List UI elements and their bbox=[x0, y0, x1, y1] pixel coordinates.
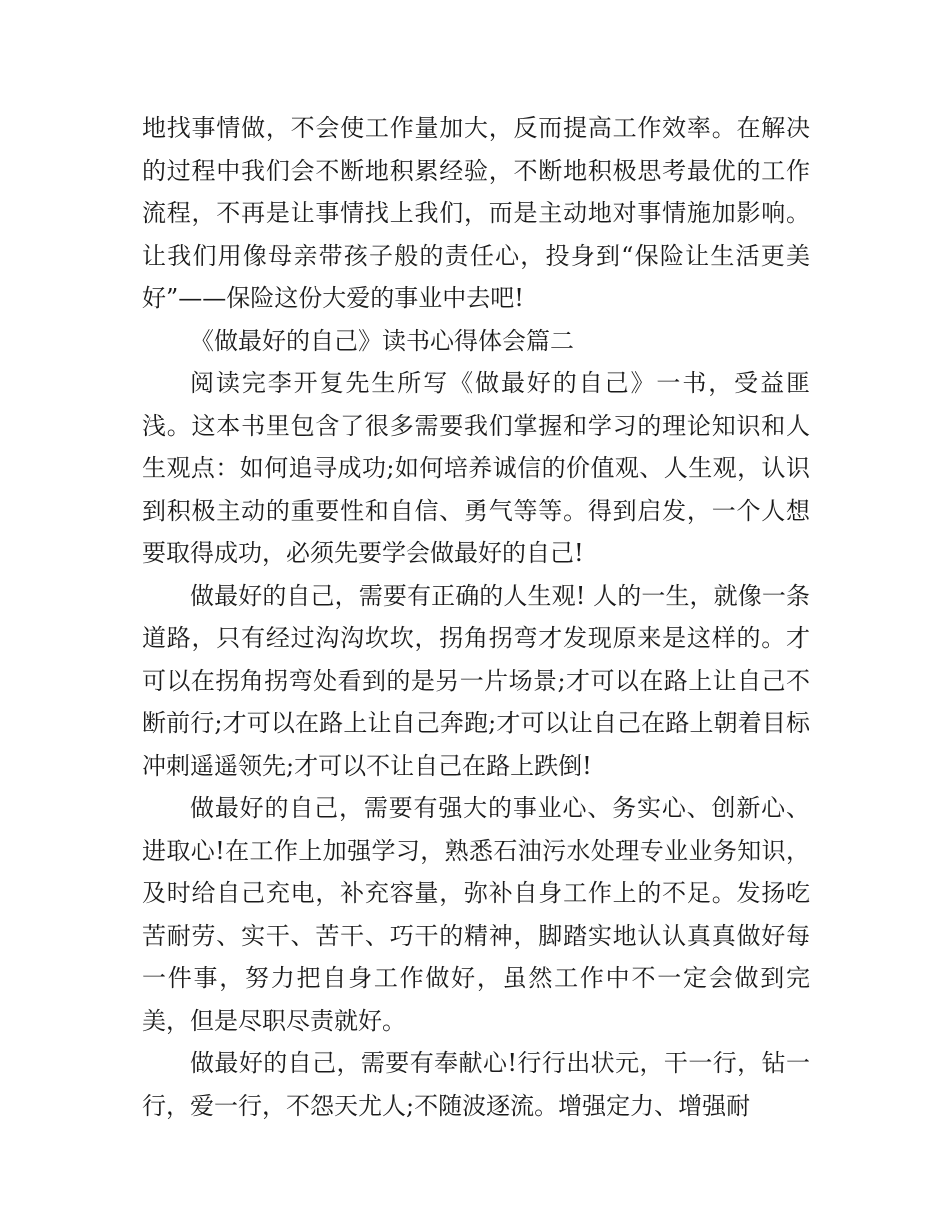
document-body bbox=[142, 107, 810, 1127]
paragraph-intro: 阅读完李开复先生所写《做最好的自己》一书，受益匪浅。这本书里包含了很多需要我们掌握和学习的理论知识和人生观点：如何追寻成功;如何培养诚信的价值观、人生观，认识到积极主动的重要性和自信、勇气等等。得到启发，一个人想要取得成功，必须先要学会做最好的自己! bbox=[142, 369, 810, 567]
section-heading: 《做最好的自己》读书心得体会篇二 bbox=[190, 326, 574, 355]
paragraph-life-outlook: 做最好的自己，需要有正确的人生观! 人的一生，就像一条道路，只有经过沟沟坎坎，拐角拐弯才发现原来是这样的。才可以在拐角拐弯处看到的是另一片场景;才可以在路上让自己不断前行;才可以在路上让自己奔跑;才可以让自己在路上朝着目标冲刺遥遥领先;才可以不让自己在路上跌倒! bbox=[142, 581, 810, 780]
paragraph-career: 做最好的自己，需要有强大的事业心、务实心、创新心、进取心!在工作上加强学习，熟悉石油污水处理专业业务知识，及时给自己充电，补充容量，弥补自身工作上的不足。发扬吃苦耐劳、实干、苦干、巧干的精神，脚踏实地认认真真做好每一件事，努力把自身工作做好，虽然工作中不一定会做到完美，但是尽职尽责就好。 bbox=[142, 794, 810, 1035]
paragraph-dedication: 做最好的自己，需要有奉献心!行行出状元，干一行，钻一行，爱一行，不怨天尤人;不随波逐流。增强定力、增强耐 bbox=[142, 1049, 810, 1120]
paragraph-continuation: 地找事情做，不会使工作量加大，反而提高工作效率。在解决的过程中我们会不断地积累经验，不断地积极思考最优的工作流程，不再是让事情找上我们，而是主动地对事情施加影响。让我们用像母亲带孩子般的责任心，投身到“保险让生活更美好”——保险这份大爱的事业中去吧! bbox=[142, 114, 810, 312]
